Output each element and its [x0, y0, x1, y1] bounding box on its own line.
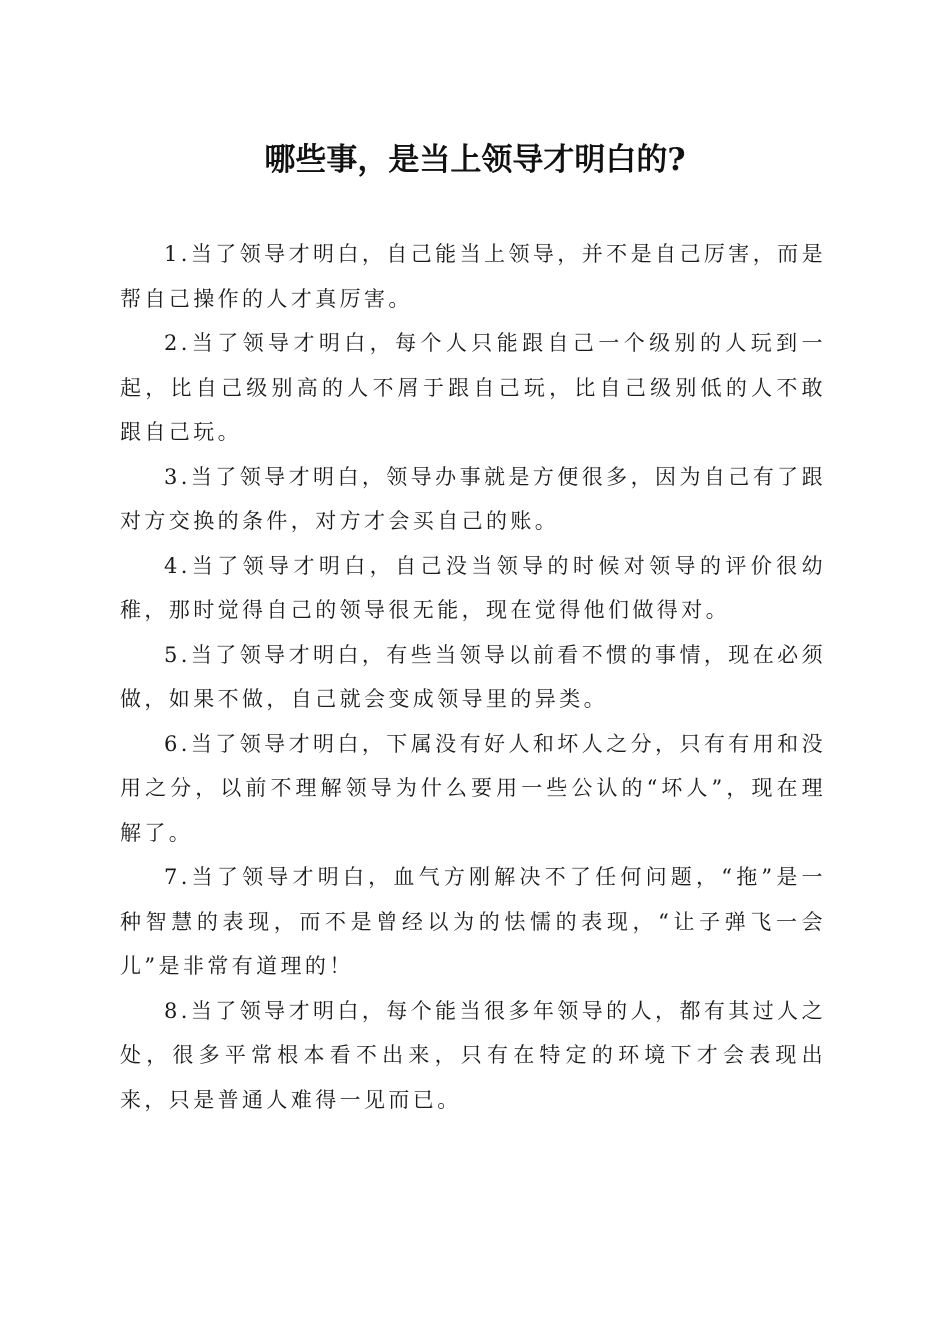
paragraph-7: 7.当了领导才明白，血气方刚解决不了任何问题，“拖”是一种智慧的表现，而不是曾经以为的怯懦的表现，“让子弹飞一会儿”是非常有道理的！ [120, 865, 826, 978]
paragraph-8: 8.当了领导才明白，每个能当很多年领导的人，都有其过人之处，很多平常根本看不出来，只有在特定的环境下才会表现出来，只是普通人难得一见而已。 [120, 998, 826, 1112]
paragraph-4: 4.当了领导才明白，自己没当领导的时候对领导的评价很幼稚，那时觉得自己的领导很无能，现在觉得他们做得对。 [120, 553, 826, 622]
document-title: 哪些事，是当上领导才明白的? [264, 142, 686, 178]
document-body [120, 232, 826, 1122]
paragraph-6: 6.当了领导才明白，下属没有好人和坏人之分，只有有用和没用之分，以前不理解领导为什么要用一些公认的“坏人”，现在理解了。 [120, 731, 826, 845]
paragraph-3: 3.当了领导才明白，领导办事就是方便很多，因为自己有了跟对方交换的条件，对方才会买自己的账。 [120, 464, 826, 533]
paragraph-1: 1.当了领导才明白，自己能当上领导，并不是自己厉害，而是帮自己操作的人才真厉害。 [120, 242, 826, 311]
paragraph-2: 2.当了领导才明白，每个人只能跟自己一个级别的人玩到一起，比自己级别高的人不屑于跟自己玩，比自己级别低的人不敢跟自己玩。 [120, 331, 826, 444]
paragraph-5: 5.当了领导才明白，有些当领导以前看不惯的事情，现在必须做，如果不做，自己就会变成领导里的异类。 [120, 642, 826, 711]
